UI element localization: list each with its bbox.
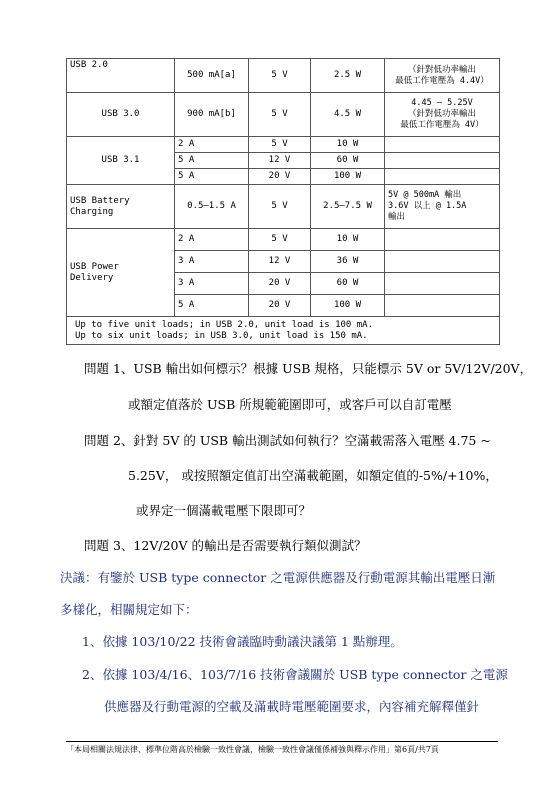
usb31-voltage: 5 V: [249, 137, 311, 153]
usb31-voltage: 12 V: [249, 153, 311, 169]
question-2-line-1: 問題 2、針對 5V 的 USB 輸出測試如何執行？空滿載需落入電壓 4.75 ~: [84, 433, 491, 448]
pd-power: 60 W: [311, 273, 385, 295]
usb30-name: USB 3.0: [67, 93, 175, 137]
bc-name: USB Battery Charging: [67, 185, 175, 229]
bc-current: 0.5–1.5 A: [175, 185, 249, 229]
usb31-power: 100 W: [311, 169, 385, 185]
empty-cell: [385, 273, 500, 295]
resolution-item-2-line-2: 供應器及行動電源的空載及滿載時電壓範圍要求，內容補充解釋僅針: [104, 699, 480, 714]
pd-current: 3 A: [175, 251, 249, 273]
pd-name: USB Power Delivery: [67, 229, 175, 317]
bc-power: 2.5–7.5 W: [311, 185, 385, 229]
table-footnotes: [67, 317, 500, 345]
usb31-current: 5 A: [175, 169, 249, 185]
usb20-note: （針對低功率輸出 最低工作電壓為 4.4V）: [385, 59, 500, 93]
question-3-line-1: 問題 3、12V/20V 的輸出是否需要執行類似測試？: [84, 538, 367, 553]
pd-power: 36 W: [311, 251, 385, 273]
pd-power: 10 W: [311, 229, 385, 251]
pd-current: 5 A: [175, 295, 249, 317]
table-row: [67, 185, 500, 229]
table-row: [67, 93, 500, 137]
usb30-voltage: 5 V: [249, 93, 311, 137]
usb30-note: 4.45 – 5.25V （針對低功率輸出 最低工作電壓為 4V）: [385, 93, 500, 137]
footnote-a: Up to five unit loads; in USB 2.0, unit load is 100 mA.: [75, 319, 374, 330]
table-row: [67, 229, 500, 251]
usb31-power: 60 W: [311, 153, 385, 169]
question-1-line-1: 問題 1、USB 輸出如何標示？根據 USB 規格，只能標示 5V or 5V/12V/20V，: [84, 361, 533, 376]
usb30-current: 900 mA[b]: [175, 93, 249, 137]
pd-voltage: 5 V: [249, 229, 311, 251]
empty-cell: [385, 229, 500, 251]
pd-current: 3 A: [175, 273, 249, 295]
pd-voltage: 20 V: [249, 295, 311, 317]
page-footer: [66, 741, 498, 755]
table-row: [67, 137, 500, 153]
table-footnote-row: [67, 317, 500, 345]
footer-text: 「本局相關法規法律、標準位階高於檢驗一致性會議，檢驗一致性會議僅係補強與釋示作用」第6頁/共7頁: [66, 745, 439, 754]
table-row: [67, 59, 500, 93]
resolution-line-1: 決議：有鑒於 USB type connector 之電源供應器及行動電源其輸出電壓日漸: [60, 570, 496, 585]
footnote-b: Up to six unit loads; in USB 3.0, unit load is 150 mA.: [75, 330, 368, 341]
usb31-voltage: 20 V: [249, 169, 311, 185]
pd-power: 100 W: [311, 295, 385, 317]
empty-cell: [385, 169, 500, 185]
resolution-item-1: 1、依據 103/10/22 技術會議臨時動議決議第 1 點辦理。: [82, 634, 403, 649]
question-2-line-2: 5.25V， 或按照額定值訂出空滿載範圍，如額定值的-5%/+10%，: [128, 468, 498, 483]
usb20-name: USB 2.0: [67, 59, 175, 93]
pd-voltage: 20 V: [249, 273, 311, 295]
usb20-power: 2.5 W: [311, 59, 385, 93]
usb31-current: 5 A: [175, 153, 249, 169]
empty-cell: [385, 251, 500, 273]
bc-voltage: 5 V: [249, 185, 311, 229]
question-2-line-3: 或界定一個滿載電壓下限即可？: [136, 503, 312, 518]
empty-cell: [385, 137, 500, 153]
question-1-line-2: 或額定值落於 USB 所規範範圍即可，或客戶可以自訂電壓: [128, 397, 452, 412]
usb31-current: 2 A: [175, 137, 249, 153]
pd-current: 2 A: [175, 229, 249, 251]
usb31-power: 10 W: [311, 137, 385, 153]
usb31-name: USB 3.1: [67, 137, 175, 185]
usb30-power: 4.5 W: [311, 93, 385, 137]
empty-cell: [385, 295, 500, 317]
pd-voltage: 12 V: [249, 251, 311, 273]
bc-note: 5V @ 500mA 輸出 3.6V 以上 @ 1.5A 輸出: [385, 185, 500, 229]
usb-spec-table: [66, 58, 500, 345]
resolution-item-2-line-1: 2、依據 103/4/16、103/7/16 技術會議關於 USB type connector 之電源: [82, 667, 508, 682]
resolution-line-2: 多樣化，相關規定如下：: [60, 602, 198, 617]
empty-cell: [385, 153, 500, 169]
usb20-current: 500 mA[a]: [175, 59, 249, 93]
usb20-voltage: 5 V: [249, 59, 311, 93]
